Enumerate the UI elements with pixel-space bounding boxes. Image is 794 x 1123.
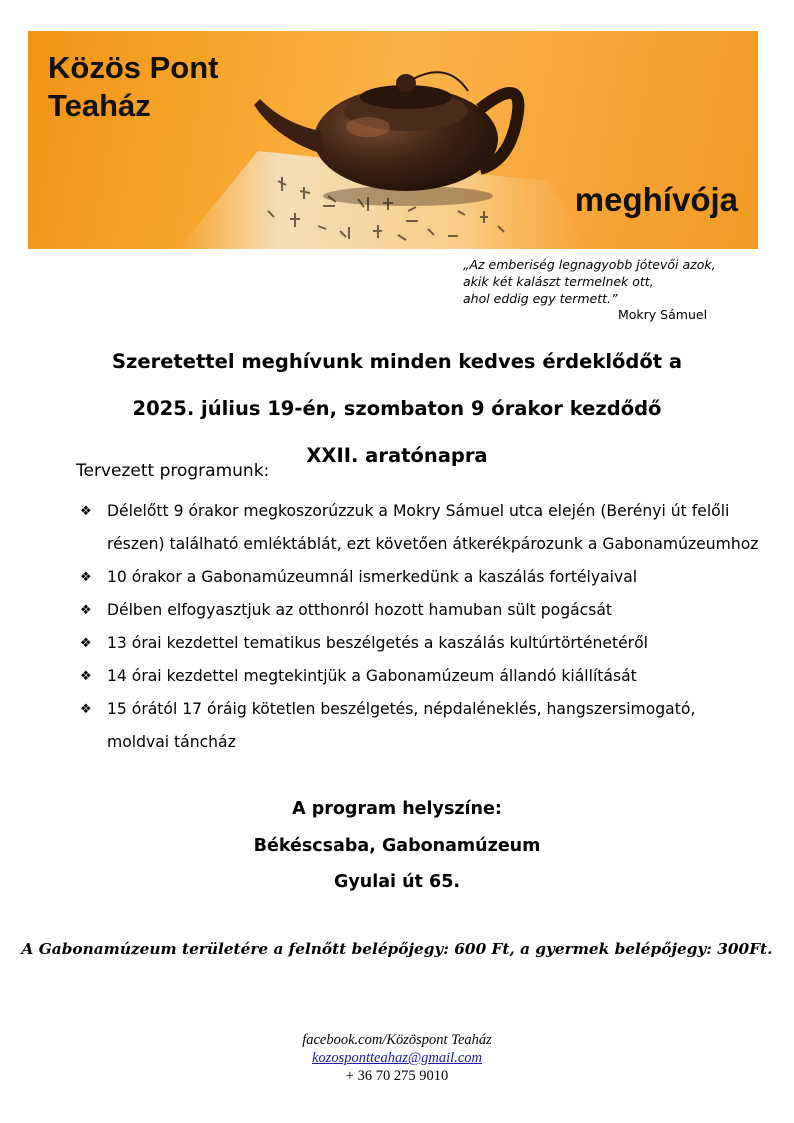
teapot-spout xyxy=(254,99,326,155)
venue-line-2: Gyulai út 65. xyxy=(333,872,461,892)
program-item: ❖ 14 órai kezdettel megtekintjük a Gabonamúzeum állandó kiállítását xyxy=(80,660,760,693)
quote-author: Mokry Sámuel xyxy=(618,307,708,322)
program-item: ❖ 10 órakor a Gabonamúzeumnál ismerkedünk a kaszálás fortélyaival xyxy=(80,561,760,594)
venue-heading: A program helyszíne: xyxy=(292,799,502,819)
program-item: ❖ 13 órai kezdettel tematikus beszélgetés a kaszálás kultúrtörténetéről xyxy=(80,627,760,660)
email-link[interactable]: kozospontteahaz@gmail.com xyxy=(311,1050,482,1066)
venue-line-1: Békéscsaba, Gabonamúzeum xyxy=(253,835,541,856)
program-item: ❖ Délben elfogyasztjuk az otthonról hozott hamuban sült pogácsát xyxy=(80,594,760,627)
program-item: ❖ Délelőtt 9 órakor megkoszorúzzuk a Mokry Sámuel utca elején (Berényi út felőli részen) található emléktáblát, ezt követően átkerékpározunk a Gabonamúzeumhoz xyxy=(80,495,760,561)
teapot-knob xyxy=(396,74,416,92)
teahouse-name xyxy=(48,49,219,125)
contact-block xyxy=(0,1031,794,1085)
program-item: ❖ 15 órától 17 óráig kötetlen beszélgetés, népdaléneklés, hangszersimogató, moldvai táncház xyxy=(80,693,760,759)
facebook-link[interactable]: facebook.com/Közöspont Teaház xyxy=(302,1032,492,1048)
invitation-word: meghívója xyxy=(574,181,738,218)
intro-line-1: Szeretettel meghívunk minden kedves érdeklődőt a xyxy=(111,350,683,373)
header-banner xyxy=(28,31,758,249)
quote-line-1: „Az emberiség legnagyobb jótevői azok, xyxy=(463,257,716,272)
diamond-bullet-icon: ❖ xyxy=(80,702,92,717)
diamond-bullet-icon: ❖ xyxy=(80,669,92,684)
program-heading: Tervezett programunk: xyxy=(76,461,270,481)
intro-line-3: XXII. aratónapra xyxy=(306,444,488,467)
diamond-bullet-icon: ❖ xyxy=(80,570,92,585)
invitation-intro xyxy=(40,338,754,479)
quote-line-3: ahol eddig egy termett.” xyxy=(463,291,618,306)
ticket-price-note: A Gabonamúzeum területére a felnőtt belépőjegy: 600 Ft, a gyermek belépőjegy: 300Ft. xyxy=(21,940,773,958)
diamond-bullet-icon: ❖ xyxy=(80,636,92,651)
quote-block xyxy=(463,256,763,307)
diamond-bullet-icon: ❖ xyxy=(80,504,92,519)
quote-line-2: akik két kalászt termelnek ott, xyxy=(463,274,654,289)
brand-line-1: Közös Pont xyxy=(48,50,219,85)
phone-number: + 36 70 275 9010 xyxy=(345,1068,449,1084)
intro-line-2: 2025. július 19-én, szombaton 9 órakor kezdődő xyxy=(132,397,662,420)
diamond-bullet-icon: ❖ xyxy=(80,603,92,618)
brand-line-2: Teaház xyxy=(48,88,151,123)
program-list xyxy=(80,495,760,759)
venue-block xyxy=(0,791,794,901)
